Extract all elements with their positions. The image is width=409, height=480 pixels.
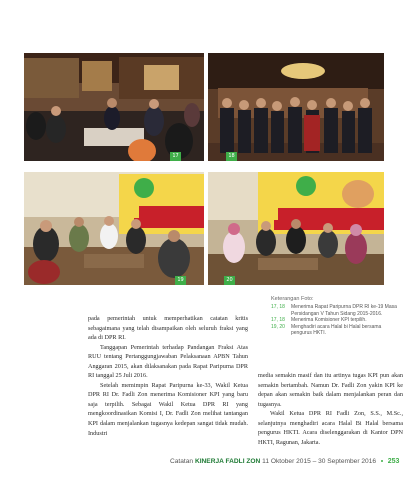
caption-item [271, 304, 403, 317]
footer-separator-dot [381, 460, 383, 462]
photo-18 [208, 53, 384, 161]
paragraph: Setelah memimpin Rapat Paripurna ke-33, Wakil Ketua DPR RI Dr. Fadli Zon menerima Komisioner KPI yang baru saja terpilih. Sebagai Wakil Ketua DPR RI yang mengkoordinasikan Komisi I, Dr. Fadli Zon melihat tantangan KPI dalam menjalankan tugasnya kedepan sangat tidak mudah. Industri [88, 381, 248, 437]
footer-date-range: 11 Oktober 2015 – 30 September 2016 [262, 458, 377, 465]
paragraph: media semakin masif dan itu artinya tugas KPI pun akan semakin bertambah. Namun Dr. Fadli Zon yakin KPI ke depan akan semakin baik dalam menjalankan peran dan tugasnya. [258, 372, 403, 408]
right-text-column [258, 371, 403, 447]
photo-17 [24, 53, 204, 161]
photo-20-image [208, 172, 384, 285]
photo-number: 18 [226, 152, 237, 161]
page-footer [170, 457, 402, 467]
caption-item-numbers: 17, 18 [271, 304, 285, 310]
photo-number: 19 [175, 276, 186, 285]
caption-item-text: Menerima Komisioner KPI terpilih. [291, 317, 367, 324]
photo-18-image [208, 53, 384, 161]
caption-item [271, 317, 403, 324]
caption-title: Keterangan Foto: [271, 296, 314, 302]
photo-number: 20 [224, 276, 235, 285]
caption-item [271, 324, 403, 337]
photo-number: 17 [170, 152, 181, 161]
caption-item-text: Menghadiri acara Halal bi Halal bersama pengurus HKTI. [291, 323, 382, 337]
caption-item-text: Menerima Rapat Paripurna DPR RI ke-19 Masa Persidangan V Tahun Sidang 2015-2016. [291, 304, 397, 317]
caption-item-numbers: 17, 18 [271, 317, 285, 324]
left-text-column [88, 314, 248, 438]
footer-label: Catatan [170, 458, 194, 465]
footer-title: KINERJA FADLI ZON [194, 458, 261, 465]
photo-20 [208, 172, 384, 285]
photo-17-image [24, 53, 204, 161]
caption-item-numbers: 19, 20 [271, 323, 285, 330]
paragraph: pada pemerintah untuk memperhatikan catatan kritis sebagaimana yang telah disampaikan oleh seluruh fraksi yang ada di DPR RI. [88, 315, 248, 342]
paragraph: Tanggapan Pemerintah terhadap Pandangan Fraksi Atas RUU tentang Pertanggungjawaban Pelaksanaan APBN Tahun Anggaran 2015, akan dilaksanakan pada Rapat Paripurna DPR RI tanggal 25 Juli 2016. [88, 343, 248, 380]
photo-19 [24, 172, 204, 285]
photo-caption [271, 296, 403, 337]
photo-19-image [24, 172, 204, 285]
paragraph: Wakil Ketua DPR RI Fadli Zon, S.S., M.Sc., selanjutnya menghadiri acara Halal Bi Halal bersama pengurus HKTI. Acara diselenggarakan di Kantor DPN HKTI, Ragunan, Jakarta. [258, 410, 403, 446]
page-number: 253 [387, 458, 400, 465]
